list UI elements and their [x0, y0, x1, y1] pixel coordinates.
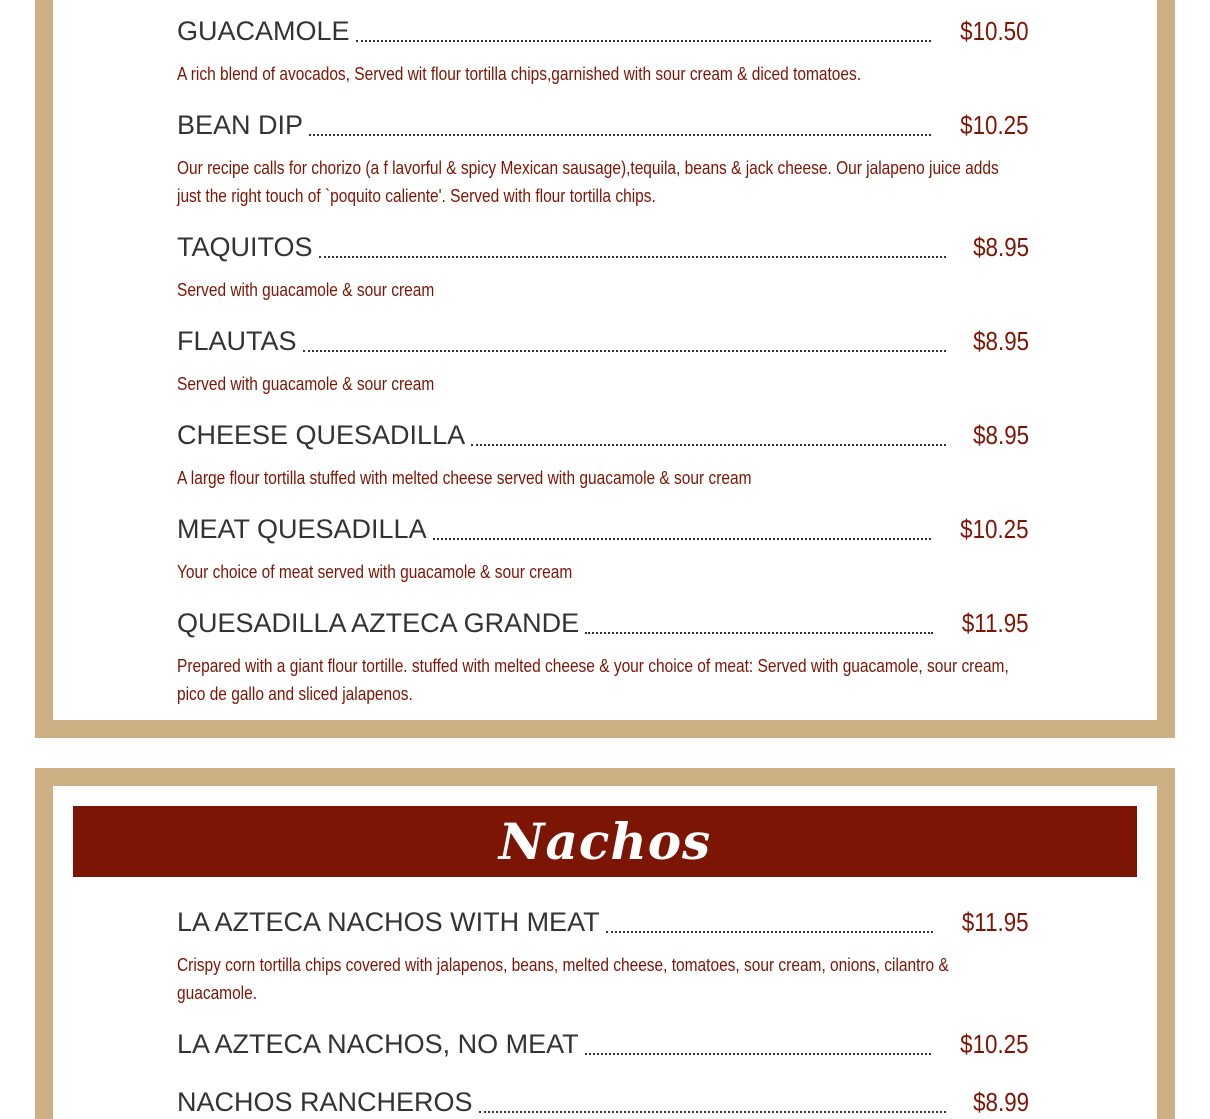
- menu-item-price: $10.25: [960, 514, 1029, 544]
- menu-item-name: TAQUITOS: [177, 232, 313, 262]
- menu-item-description: Our recipe calls for chorizo (a f lavorful & spicy Mexican sausage),tequila, beans & jack cheese. Our jalapeno juice adds just the right touch of `poquito caliente'. Served with flour tortilla chips.: [177, 158, 999, 206]
- menu-item-price: $8.95: [973, 232, 1029, 262]
- menu-item-name: NACHOS RANCHEROS: [177, 1087, 473, 1117]
- dotted-leader: [606, 930, 934, 933]
- menu-item: [177, 229, 1029, 304]
- menu-item-description: Served with guacamole & sour cream: [177, 280, 435, 300]
- menu-item: [177, 511, 1029, 586]
- dotted-leader: [356, 39, 932, 42]
- menu-item-price: $8.95: [973, 326, 1029, 356]
- menu-item-price: $11.95: [962, 907, 1029, 937]
- menu-item-description: A rich blend of avocados, Served wit flour tortilla chips,garnished with sour cream & diced tomatoes.: [177, 64, 862, 84]
- menu-item-price: $10.25: [960, 110, 1029, 140]
- menu-item-price: $8.95: [973, 420, 1029, 450]
- dotted-leader: [585, 1052, 932, 1055]
- menu-item: [177, 13, 1029, 88]
- menu-item-name: GUACAMOLE: [177, 16, 350, 46]
- menu-item-price: $10.50: [960, 16, 1029, 46]
- menu-item: [177, 904, 1029, 1007]
- menu-item: [177, 605, 1029, 708]
- dotted-leader: [433, 537, 932, 540]
- dotted-leader: [471, 443, 946, 446]
- menu-item-name: BEAN DIP: [177, 110, 304, 140]
- menu-item: [177, 107, 1029, 210]
- menu-item-description: Your choice of meat served with guacamole & sour cream: [177, 562, 573, 582]
- menu-item-name: CHEESE QUESADILLA: [177, 420, 466, 450]
- dotted-leader: [319, 255, 946, 258]
- menu-item-description: Served with guacamole & sour cream: [177, 374, 435, 394]
- dotted-leader: [303, 349, 946, 352]
- dotted-leader: [479, 1110, 946, 1113]
- nachos-section-title: Nachos: [73, 806, 1137, 877]
- menu-item: [177, 1084, 1029, 1119]
- menu-item: [177, 417, 1029, 492]
- menu-item-name: LA AZTECA NACHOS WITH MEAT: [177, 907, 600, 937]
- menu-item-description: Prepared with a giant flour tortille. stuffed with melted cheese & your choice of meat: Served with guacamole, sour cream, pico de gallo and sliced jalapenos.: [177, 656, 1009, 704]
- menu-item-name: QUESADILLA AZTECA GRANDE: [177, 608, 580, 638]
- menu-item-description: Crispy corn tortilla chips covered with jalapenos, beans, melted cheese, tomatoes, sour cream, onions, cilantro & guacamole.: [177, 955, 949, 1003]
- menu-item: [177, 323, 1029, 398]
- menu-item-name: MEAT QUESADILLA: [177, 514, 427, 544]
- menu-item-description: A large flour tortilla stuffed with melted cheese served with guacamole & sour cream: [177, 468, 752, 488]
- menu-item: [177, 1026, 1029, 1062]
- menu-item-price: $10.25: [960, 1029, 1029, 1059]
- menu-item-name: FLAUTAS: [177, 326, 297, 356]
- menu-item-name: LA AZTECA NACHOS, NO MEAT: [177, 1029, 579, 1059]
- dotted-leader: [309, 133, 931, 136]
- menu-item-price: $8.99: [973, 1087, 1029, 1117]
- menu-item-price: $11.95: [962, 608, 1029, 638]
- dotted-leader: [585, 631, 933, 634]
